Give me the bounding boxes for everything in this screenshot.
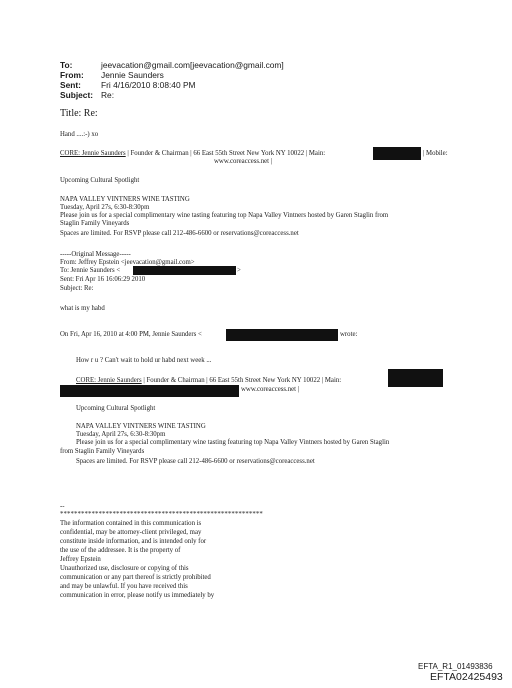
to-label: To: [60,60,73,70]
signature-mobile: | Mobile: [423,150,448,157]
from-value: Jennie Saunders [101,70,164,80]
original-subject: Subject: Re: [60,285,94,292]
original-message-label: -----Original Message----- [60,251,131,258]
event-rsvp: Spaces are limited. For RSVP please call 212-486-6600 or reservations@coreaccess.net [60,230,299,237]
original-to-close: > [237,267,241,274]
subject-label: Subject: [60,90,94,100]
redaction-box [388,369,443,387]
quoted-wrote: wrote: [340,331,358,338]
bates-number-large: EFTA02425493 [430,671,503,683]
disclaimer-line: confidential, may be attorney-client privileged, may [60,529,202,536]
quoted-signature-website: www.coreaccess.net | [241,386,300,393]
event-description: Please join us for a special complimentary wine tasting featuring top Napa Valley Vintners hosted by Garen Staglin from [60,212,389,219]
sent-label: Sent: [60,80,81,90]
quoted-event-date: Tuesday, April 27s, 6:30-8:30pm [76,431,166,438]
subject-value: Re: [101,90,115,100]
original-from: From: Jeffrey Epstein <jeevacation@gmail.com> [60,259,195,266]
quoted-event-description: Please join us for a special complimentary wine tasting featuring top Napa Valley Vintners hosted by Garen Staglin [76,439,390,446]
quoted-signature-line [76,377,341,385]
sent-value: Fri 4/16/2010 8:08:40 PM [101,80,196,90]
disclaimer-line: communication in error, please notify us immediately by [60,592,215,599]
original-sent: Sent: Fri Apr 16 16:06:29 2010 [60,276,146,283]
redaction-box [60,385,239,397]
signature-line [60,150,325,158]
disclaimer-line: communication or any part thereof is strictly prohibited [60,574,211,581]
disclaimer-stars: ********************************************************** [60,511,263,518]
quoted-event-description-cont: from Staglin Family Vineyards [60,448,145,455]
disclaimer-line: The information contained in this communication is [60,520,202,527]
event-title: NAPA VALLEY VINTNERS WINE TASTING [60,196,190,203]
disclaimer-line: and may be unlawful. If you have received this [60,583,188,590]
quoted-signature-details: | Founder & Chairman | 66 East 55th Street New York NY 10022 | Main: [141,377,342,384]
redaction-box [133,266,236,275]
bates-number-small: EFTA_R1_01493836 [418,662,493,671]
disclaimer-line: the use of the addressee. It is the property of [60,547,181,554]
original-body: what is my habd [60,305,105,312]
quoted-signature-company: CORE: Jennie Saunders [76,377,142,384]
redaction-box [226,329,338,341]
to-value: jeevacation@gmail.com[jeevacation@gmail.com] [101,60,284,70]
quoted-event-rsvp: Spaces are limited. For RSVP please call 212-486-6600 or reservations@coreaccess.net [76,458,315,465]
document-title: Title: Re: [60,108,98,119]
quoted-intro: On Fri, Apr 16, 2010 at 4:00 PM, Jennie Saunders < [60,331,202,338]
original-to: To: Jennie Saunders < [60,267,121,274]
spotlight-heading: Upcoming Cultural Spotlight [60,177,140,184]
signature-details: | Founder & Chairman | 66 East 55th Street New York NY 10022 | Main: [125,150,326,157]
event-date: Tuesday, April 27s, 6:30-8:30pm [60,204,150,211]
quoted-message: How r u ? Can't wait to hold ur habd next week ... [76,357,212,364]
signature-website: www.coreaccess.net | [214,158,273,165]
disclaimer-line: Unauthorized use, disclosure or copying of this [60,565,189,572]
event-description-cont: Staglin Family Vineyards [60,220,130,227]
from-label: From: [60,70,84,80]
signature-dashes: -- [60,503,65,510]
greeting-text: Hand ....:-) xo [60,131,99,138]
quoted-spotlight-heading: Upcoming Cultural Spotlight [76,405,156,412]
disclaimer-line: Jeffrey Epstein [60,556,101,563]
quoted-event-title: NAPA VALLEY VINTNERS WINE TASTING [76,423,206,430]
signature-company: CORE: Jennie Saunders [60,150,126,157]
disclaimer-line: constitute inside information, and is intended only for [60,538,207,545]
redaction-box [373,147,421,160]
